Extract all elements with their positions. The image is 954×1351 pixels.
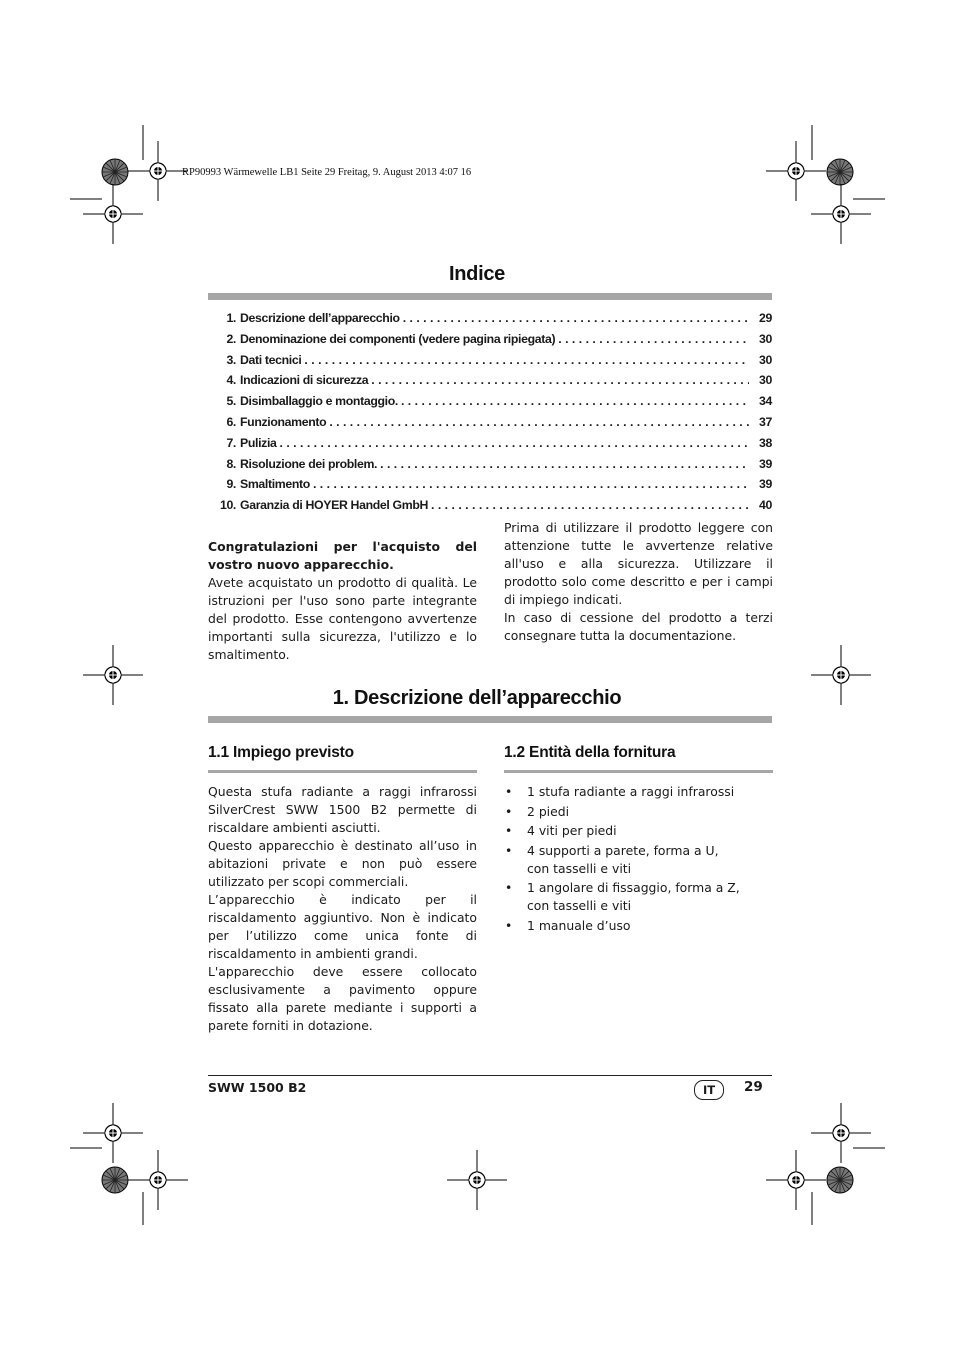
list-item: • 4 viti per piedi	[505, 823, 617, 838]
intro-left-text: Avete acquistato un prodotto di qualità. Le istruzioni per l'uso sono parte integrante del prodotto. Esse contengono avvertenze importanti sulla sicurezza, l'utilizzo e lo smaltimento.	[208, 575, 477, 662]
table-of-contents	[208, 311, 772, 519]
paragraph: L’apparecchio è indicato per il riscaldamento aggiuntivo. Non è indicato per l’utilizzo come unica fonte di riscaldamento in ambienti grandi.	[208, 892, 477, 961]
index-title: Indice	[449, 263, 505, 285]
toc-entry[interactable]: 7. Pulizia . . . 38	[208, 436, 772, 457]
paragraph: Questa stufa radiante a raggi infrarossi SilverCrest SWW 1500 B2 permette di riscaldare ambienti asciutti.	[208, 784, 477, 835]
paragraph: Questo apparecchio è destinato all’uso in abitazioni private e non può essere utilizzato per scopi commerciali.	[208, 838, 477, 889]
intro-heading: Congratulazioni per l'acquisto del vostro nuovo apparecchio.	[208, 539, 477, 572]
language-badge: IT	[694, 1080, 724, 1100]
section-rule	[208, 716, 772, 723]
toc-entry[interactable]: 6. Funzionamento . . . 37	[208, 415, 772, 436]
toc-entry[interactable]: 2. Denominazione dei componenti (vedere pagina ripiegata) . . . 30	[208, 332, 772, 353]
section-1-2-rule	[504, 770, 773, 773]
bullet-icon: •	[505, 880, 513, 895]
print-header-line: RP90993 Wärmewelle LB1 Seite 29 Freitag, 9. August 2013 4:07 16	[182, 167, 472, 178]
toc-entry[interactable]: 1. Descrizione dell’apparecchio . . . 29	[208, 311, 772, 332]
section-1-1-heading: 1.1 Impiego previsto	[208, 744, 354, 761]
bullet-icon: •	[505, 917, 513, 933]
bullet-icon: •	[505, 823, 513, 838]
list-item: • 1 angolare di fissaggio, forma a Z, con tasselli e viti	[505, 880, 740, 913]
list-item: • 4 supporti a parete, forma a U, con tasselli e viti	[505, 842, 719, 876]
list-item: • 1 manuale d’uso	[505, 917, 631, 933]
bullet-icon: •	[505, 842, 513, 858]
intro-right-text-1: Prima di utilizzare il prodotto leggere con attenzione tutte le avvertenze relative all'uso e alla sicurezza. Utilizzare il prodotto solo come descritto e per i campi di impiego indicati.	[504, 520, 773, 607]
paragraph: L'apparecchio deve essere collocato esclusivamente a pavimento oppure fissato alla parete mediante i supporti a parete forniti in dotazione.	[208, 964, 477, 1033]
footer-model: SWW 1500 B2	[208, 1080, 307, 1095]
toc-entry[interactable]: 5. Disimballaggio e montaggio. . . . 34	[208, 394, 772, 415]
toc-entry[interactable]: 4. Indicazioni di sicurezza . . . 30	[208, 373, 772, 394]
bullet-icon: •	[505, 803, 513, 819]
page-number: 29	[744, 1079, 763, 1095]
section-1-2-heading: 1.2 Entità della fornitura	[504, 744, 676, 761]
section-1-2-list	[504, 783, 773, 936]
toc-entry[interactable]: 10. Garanzia di HOYER Handel GmbH . . . 40	[208, 498, 772, 519]
footer-rule	[208, 1075, 772, 1076]
section-1-1-rule	[208, 770, 477, 773]
intro-right-column	[504, 519, 773, 645]
section-1-1-body	[208, 783, 477, 1035]
toc-entry[interactable]: 9. Smaltimento . . . 39	[208, 477, 772, 498]
bullet-icon: •	[505, 784, 513, 799]
title-rule	[208, 293, 772, 300]
list-item: • 2 piedi	[505, 803, 570, 819]
toc-entry[interactable]: 8. Risoluzione dei problem. . . . 39	[208, 457, 772, 478]
intro-left-column	[208, 538, 477, 664]
intro-right-text-2: In caso di cessione del prodotto a terzi consegnare tutta la documentazione.	[504, 610, 773, 643]
list-item: • 1 stufa radiante a raggi infrarossi	[505, 784, 735, 799]
section-title: 1. Descrizione dell’apparecchio	[332, 687, 622, 709]
toc-entry[interactable]: 3. Dati tecnici . . . 30	[208, 353, 772, 374]
